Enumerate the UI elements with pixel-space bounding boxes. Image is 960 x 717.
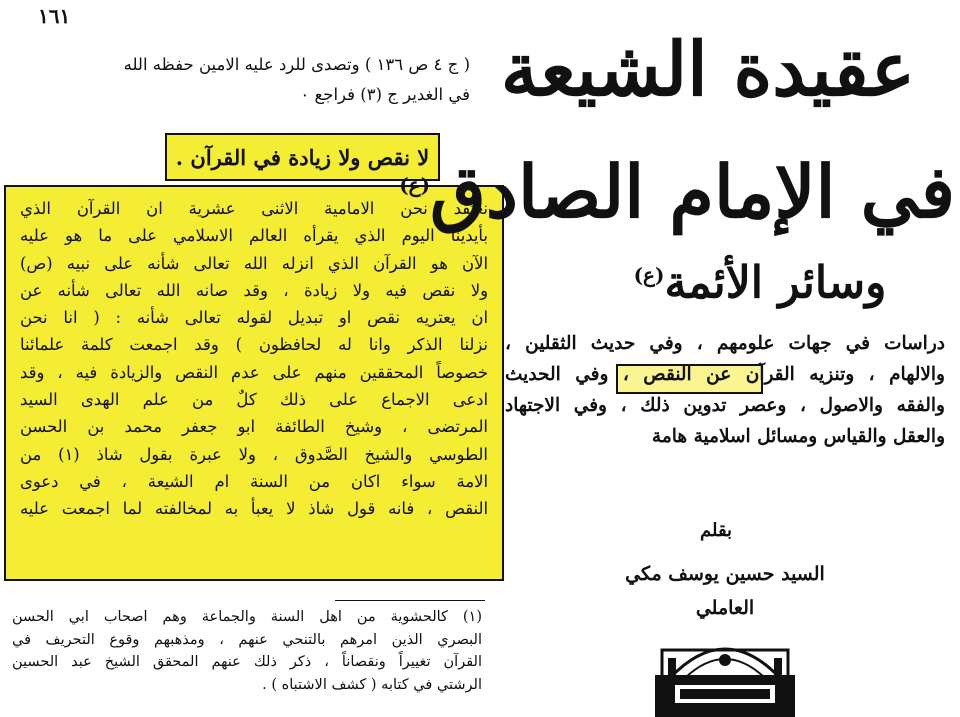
- continuation-line: في الغدير ج (٣) فراجع ٠: [300, 85, 470, 104]
- continuation-line: ( ج ٤ ص ١٣٦ ) وتصدى للرد عليه الامين حفظه الله: [123, 55, 470, 74]
- title-text: في الإمام الصادق: [430, 149, 955, 234]
- footnote: [12, 606, 482, 696]
- continuation-text: [10, 50, 470, 110]
- description-line: والالهام ، وتنزيه القرآن عن النقص ، وفي الحديث: [505, 364, 945, 385]
- paragraph-line: بأيدينا اليوم الذي يقرأه العالم الاسلامي على ما هو عليه: [20, 226, 488, 246]
- book-title-line1: [500, 15, 915, 135]
- footnote-line: البصري الذين امرهم بالتنحي عنهم ، ومذهبهم وقوع التحريف في: [12, 631, 482, 648]
- byline: بقلم: [700, 520, 733, 541]
- paragraph-line: ادعى الاجماع على ذلك كلٌ من علم الهدى السيد: [20, 390, 488, 410]
- book-title-line2: [399, 128, 955, 248]
- title-text: عقيدة الشيعة: [500, 27, 915, 113]
- honorific-mark: (ع): [399, 173, 431, 197]
- page-number: ١٦١: [38, 4, 71, 28]
- book-description: [505, 328, 945, 452]
- publisher-logo: [650, 630, 800, 717]
- author-origin: العاملي: [695, 597, 755, 619]
- book-title-line3: [595, 240, 925, 310]
- description-line: والعقل والقياس ومسائل اسلامية هامة: [651, 426, 945, 447]
- paragraph-line: ولا نقص فيه ولا زيادة ، وقد صانه الله تعالى شأنه عن: [20, 280, 488, 300]
- honorific-mark: (ع): [633, 263, 665, 287]
- paragraph-line: الطوسي والشيخ الصَّدوق ، ولا عبرة بقول شاذ (١) من: [20, 444, 488, 464]
- paragraph-line: نعتقد نحن الامامية الاثنى عشرية ان القرآن الذي: [20, 199, 488, 218]
- paragraph-line: خصوصاً المحققين منهم على عدم النقص والزيادة فيه ، وقد: [20, 362, 488, 382]
- paragraph-line: المرتضى ، وشيخ الطائفة ابو جعفر محمد بن الحسن: [20, 417, 488, 437]
- paragraph-line: ان يعتريه نقص او تبديل لقوله تعالى شأنه : ( انا نحن: [20, 308, 488, 328]
- footnote-divider: [335, 600, 485, 601]
- paragraph-line: النقص ، فانه قول شاذ لا يعبأ به لمخالفته لما اجمعت عليه: [20, 499, 488, 519]
- paragraph-line: نزلنا الذكر وانا له لحافظون ) وقد اجمعت كلمة علمائنا: [20, 335, 488, 355]
- section-heading: لا نقص ولا زيادة في القرآن .: [165, 133, 440, 181]
- author-name: السيد حسين يوسف مكي: [625, 563, 825, 585]
- paragraph-line: الامة سواء اكان من السنة ام الشيعة ، في دعوى: [20, 471, 488, 491]
- footnote-line: القرآن تغييراً ونقصاناً ، ذكر ذلك عنهم المحقق الشيخ عبد الحسين: [12, 654, 482, 670]
- footnote-line: (١) كالحشوية من اهل السنة والجماعة وهم اصحاب ابي الحسن: [12, 609, 482, 625]
- footnote-line: الرشتي في كتابه ( كشف الاشتباه ) .: [262, 676, 482, 693]
- description-line: دراسات في جهات علومهم ، وفي حديث الثقلين ،: [505, 333, 945, 354]
- paragraph-line: الآن هو القرآن الذي انزله الله تعالى شأنه على نبيه (ص): [20, 253, 488, 273]
- description-line: والفقه والاصول ، وعصر تدوين ذلك ، وفي الاجتهاد: [505, 395, 945, 416]
- title-text: وسائر الأئمة: [664, 257, 887, 309]
